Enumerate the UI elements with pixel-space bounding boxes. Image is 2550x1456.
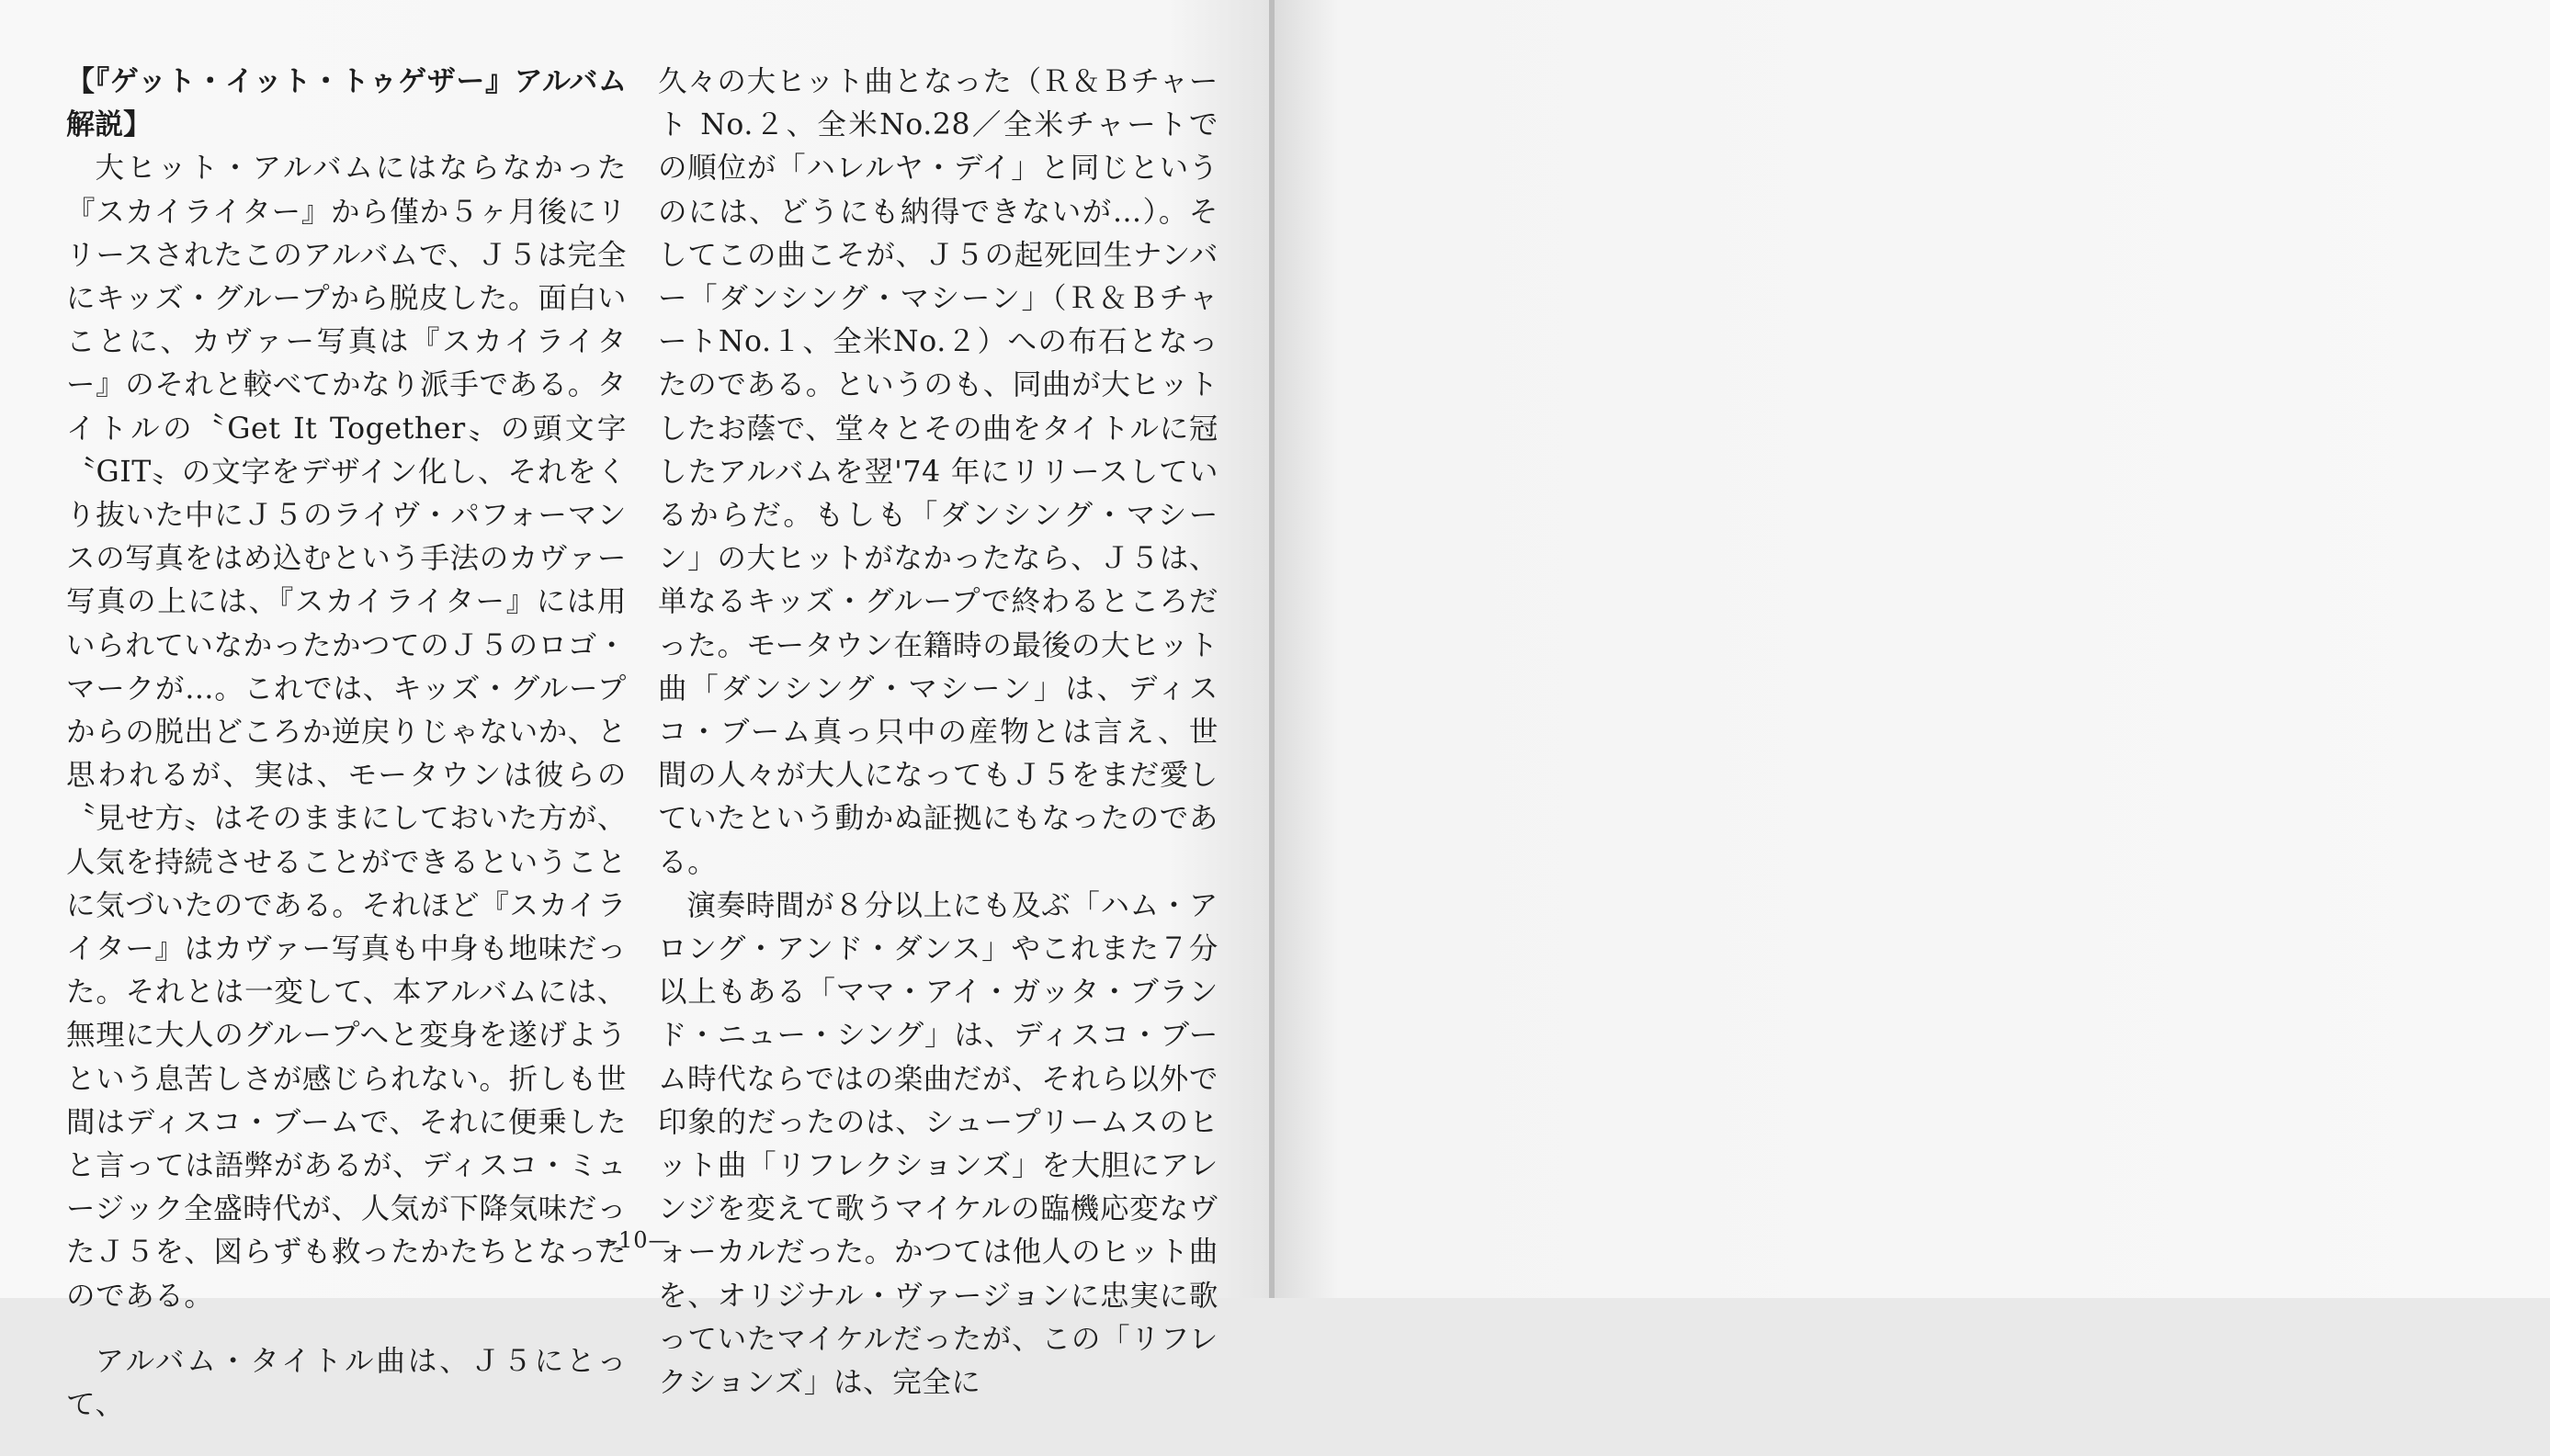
section-heading-album-commentary: 【『ゲット・イット・トゥゲザー』アルバム解説】	[66, 65, 627, 142]
page-number-left: —10—	[595, 1227, 672, 1253]
paragraph: アルバム・タイトル曲は、Ｊ５にとって、	[66, 1344, 627, 1422]
left-column-2	[658, 61, 1218, 1405]
paragraph: 演奏時間が８分以上にも及ぶ「ハム・アロング・アンド・ダンス」やこれまた７分以上もある「ママ・アイ・ガッタ・ブランド・ニュー・シング」は、ディスコ・ブーム時代ならではの楽曲だが、それら以外で印象的だったのは、シュープリームスのヒット曲「リフレクションズ」を大胆にアレンジを変えて歌うマイケルの臨機応変なヴォーカルだった。かつては他人のヒット曲を、オリジナル・ヴァージョンに忠実に歌っていたマイケルだったが、この「リフレクションズ」は、完全に	[658, 888, 1218, 1400]
right-page	[1275, 0, 2550, 1298]
paragraph: 大ヒット・アルバムにはならなかった『スカイライター』から僅か５ヶ月後にリリースされたこのアルバムで、Ｊ５は完全にキッズ・グループから脱皮した。面白いことに、カヴァー写真は『スカイライター』のそれと較べてかなり派手である。タイトルの〝Get It Together〟の頭文字〝GIT〟の文字をデザイン化し、それをくり抜いた中にＪ５のライヴ・パフォーマンスの写真をはめ込むという手法のカヴァー写真の上には、『スカイライター』には用いられていなかったかつてのＪ５のロゴ・マークが…。これでは、キッズ・グループからの脱出どころか逆戻りじゃないか、と思われるが、実は、モータウンは彼らの〝見せ方〟はそのままにしておいた方が、人気を持続させることができるということに気づいたのである。それほど『スカイライター』はカヴァー写真も中身も地味だった。それとは一変して、本アルバムには、無理に大人のグループへと変身を遂げようという息苦しさが感じられない。折しも世間はディスコ・ブームで、それに便乗したと言っては語弊があるが、ディスコ・ミュージック全盛時代が、人気が下降気味だったＪ５を、図らずも救ったかたちとなったのである。	[66, 152, 627, 1313]
left-page	[0, 0, 1269, 1422]
paragraph: 久々の大ヒット曲となった（Ｒ＆Ｂチャート No.２、全米No.28／全米チャートでの順位が「ハレルヤ・デイ」と同じというのには、どうにも納得できないが…）。そしてこの曲こそが、Ｊ５の起死回生ナンバー「ダンシング・マシーン」（Ｒ＆ＢチャートNo.１、全米No.２）への布石となったのである。というのも、同曲が大ヒットしたお蔭で、堂々とその曲をタイトルに冠したアルバムを翌'74 年にリリースしているからだ。もしも「ダンシング・マシーン」の大ヒットがなかったなら、Ｊ５は、単なるキッズ・グループで終わるところだった。モータウン在籍時の最後の大ヒット曲「ダンシング・マシーン」は、ディスコ・ブーム真っ只中の産物とは言え、世間の人々が大人になってもＪ５をまだ愛していたという動かぬ証拠にもなったのである。	[658, 65, 1218, 879]
left-column-1	[66, 61, 627, 1427]
